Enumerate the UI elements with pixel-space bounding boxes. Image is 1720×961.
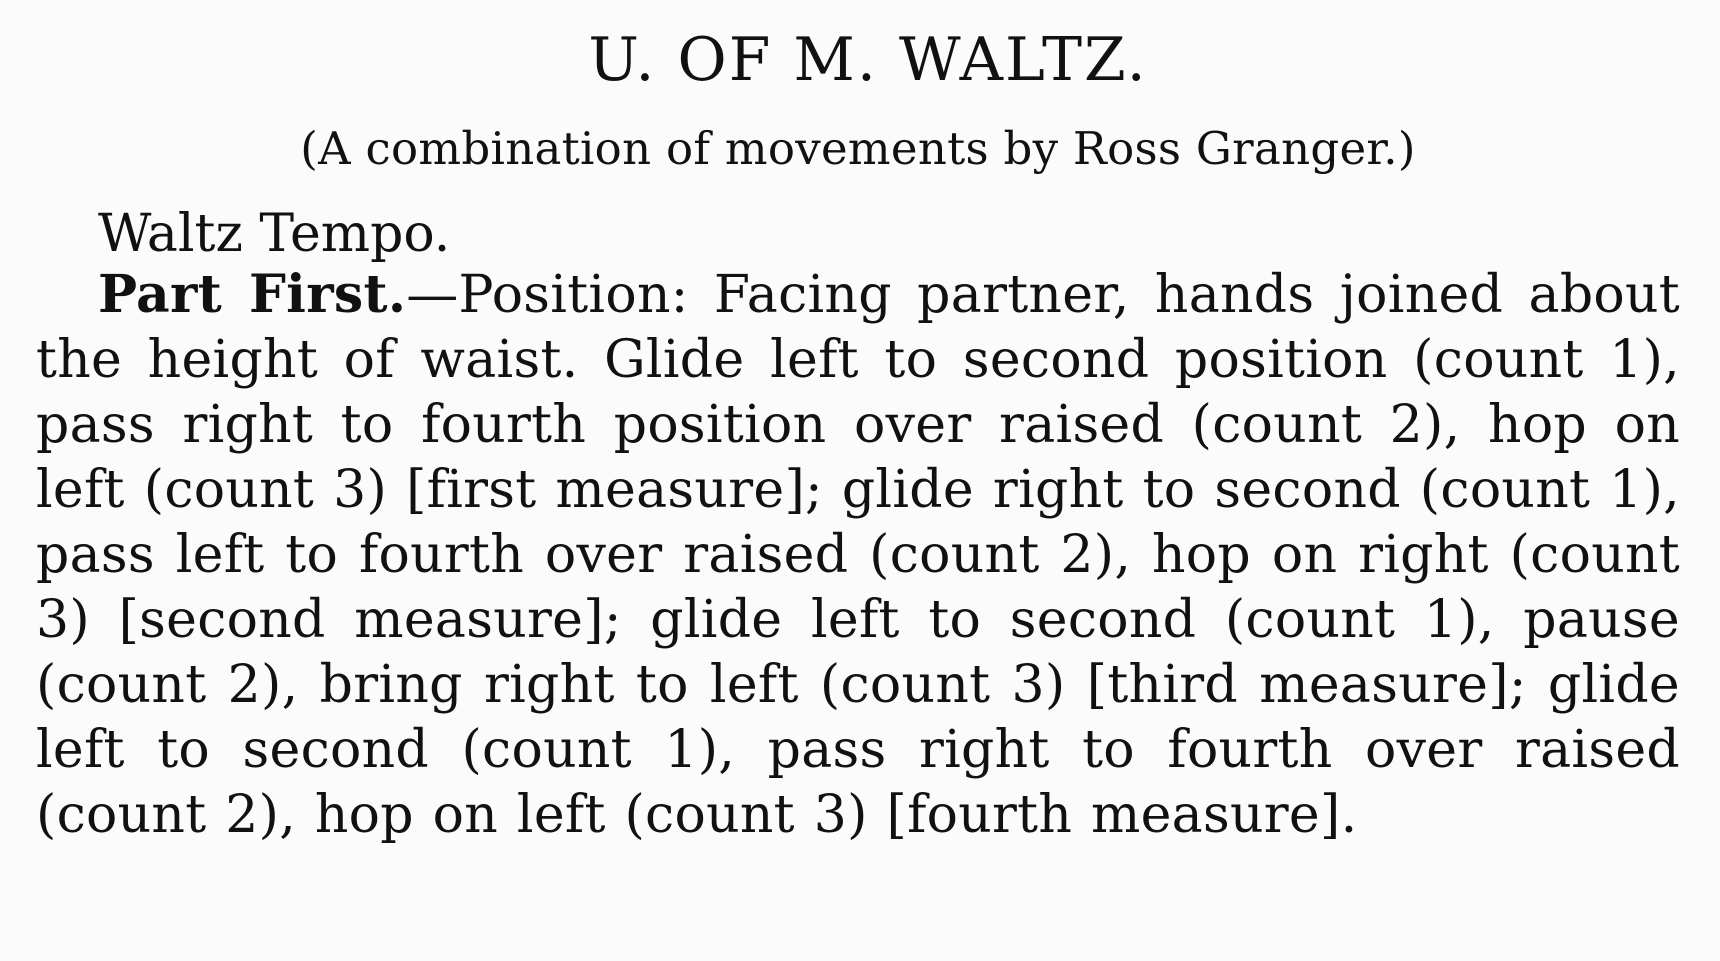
tempo-line: Waltz Tempo. [98,204,451,264]
part-first-text: —Position: Facing partner, hands joined about the height of waist. Glide left to second position (count 1), pass right to fourth position over raised (count 2), hop on left (count 3) [first measure]; glide right to second (count 1), pass left to fourth over raised (count 2), hop on right (count 3) [second measure]; glide left to second (count 1), pause (count 2), bring right to left (count 3) [third measure]; glide left to second (count 1), pass right to fourth over raised (count 2), hop on left (count 3) [fourth measure]. [36,265,1680,845]
part-first-label: Part First. [98,264,407,325]
document-title: U. OF M. WALTZ. [588,25,1148,95]
document-subtitle: (A combination of movements by Ross Granger.) [300,122,1416,175]
part-first-paragraph [36,262,1680,848]
